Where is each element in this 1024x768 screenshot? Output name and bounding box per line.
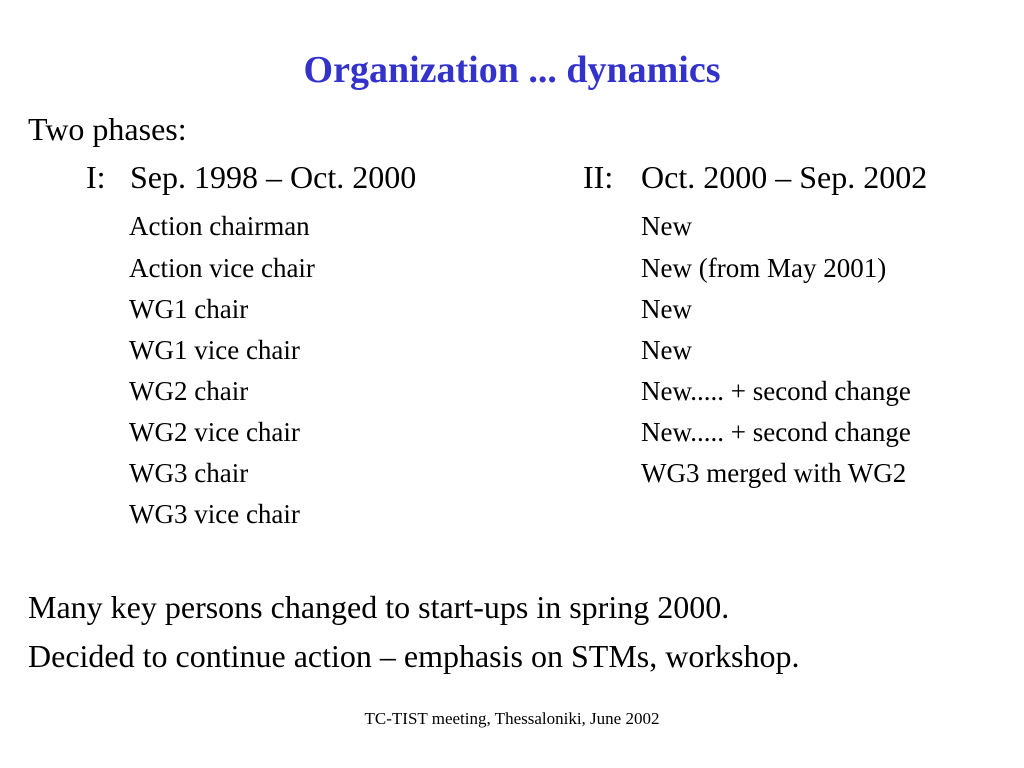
change-item: New (from May 2001) [641,253,887,283]
change-item: New..... + second change [641,417,911,447]
role-item: WG3 chair [129,458,249,488]
role-item: Action chairman [129,211,310,241]
role-item: WG1 chair [129,294,249,324]
change-item: New [641,335,692,365]
role-item: Action vice chair [129,253,315,283]
change-item: New [641,294,692,324]
phase2-period: Oct. 2000 – Sep. 2002 [641,159,928,195]
phase2-numeral: II: [583,159,614,195]
change-item: New..... + second change [641,376,911,406]
slide-title: Organization ... dynamics [303,49,721,91]
slide-footer: TC-TIST meeting, Thessaloniki, June 2002 [364,709,660,728]
note-line: Many key persons changed to start-ups in spring 2000. [28,589,730,625]
change-item: New [641,211,692,241]
intro-text: Two phases: [28,111,187,147]
phase1-period: Sep. 1998 – Oct. 2000 [130,159,417,195]
change-item: WG3 merged with WG2 [641,458,907,488]
role-item: WG3 vice chair [129,499,300,529]
phase1-numeral: I: [86,159,106,195]
note-line: Decided to continue action – emphasis on STMs, workshop. [28,638,800,674]
role-item: WG1 vice chair [129,335,300,365]
role-item: WG2 chair [129,376,249,406]
role-item: WG2 vice chair [129,417,300,447]
